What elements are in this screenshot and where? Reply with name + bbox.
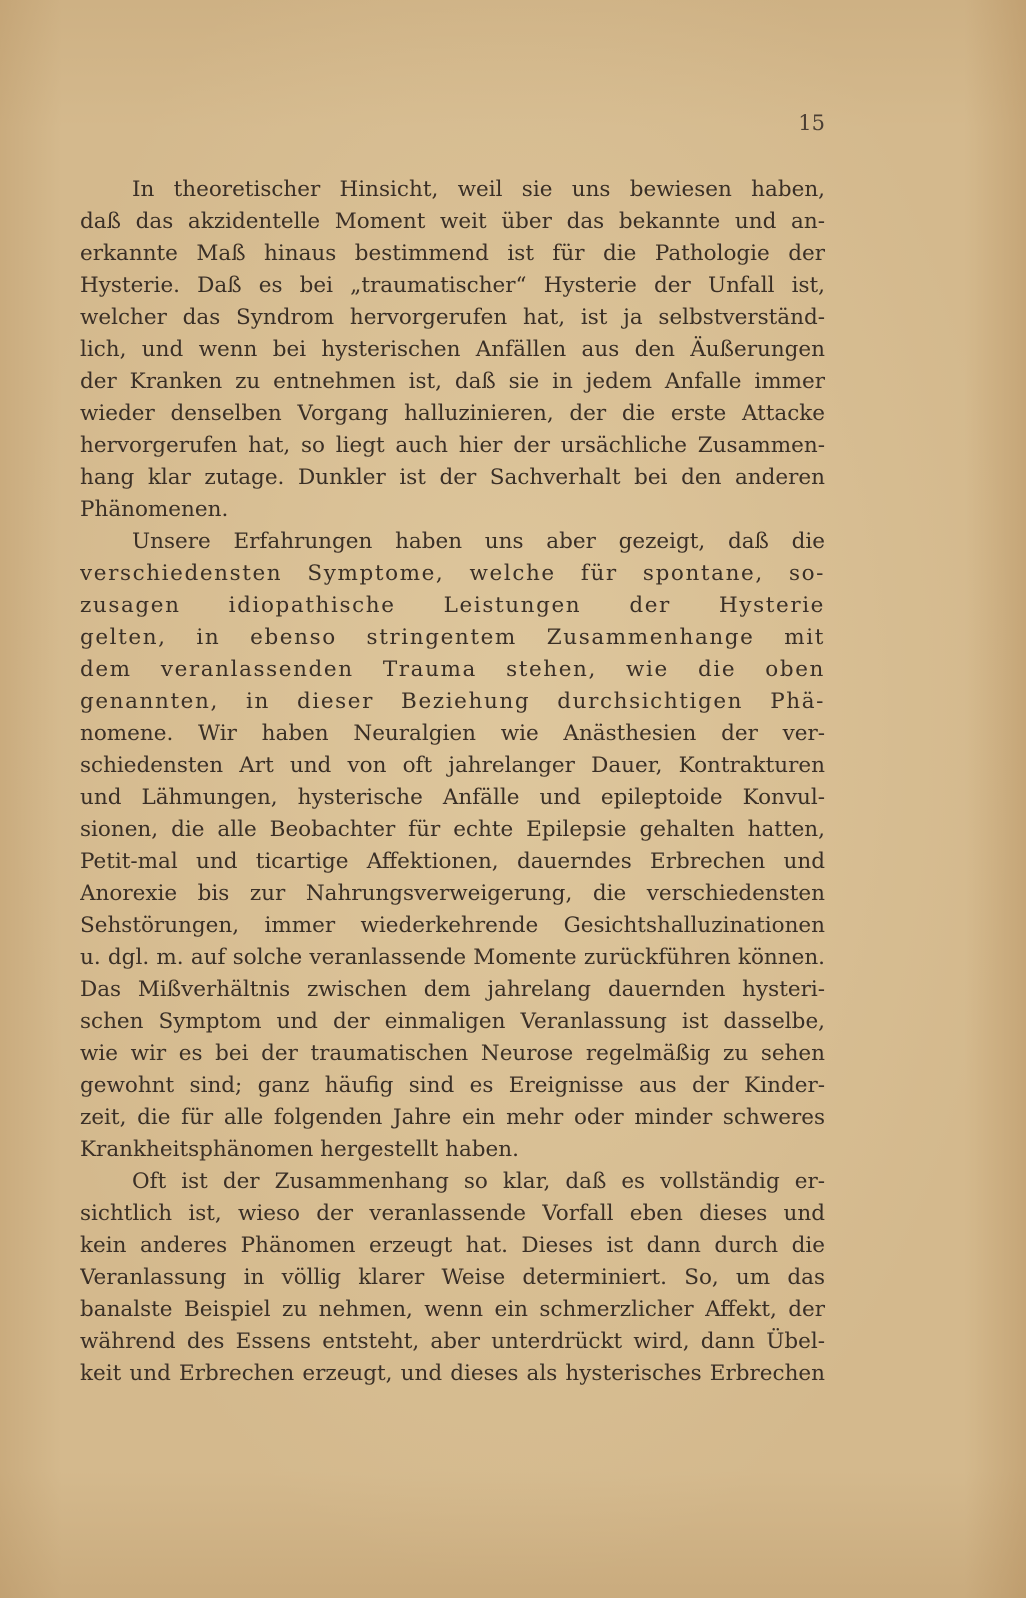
text-line: wieder denselben Vorgang halluzinieren, der die erste Attacke bbox=[80, 401, 825, 426]
text-line: gewohnt sind; ganz häufig sind es Ereignisse aus der Kinder- bbox=[80, 1073, 825, 1098]
text-line: sichtlich ist, wieso der veranlassende Vorfall eben dieses und bbox=[80, 1201, 825, 1226]
text-line: gelten, in ebenso stringentem Zusammenhange mit bbox=[80, 625, 825, 650]
text-line: und Lähmungen, hysterische Anfälle und epileptoide Konvul- bbox=[80, 785, 825, 810]
text-line: schen Symptom und der einmaligen Veranlassung ist dasselbe, bbox=[80, 1009, 825, 1034]
text-line: Phänomenen. bbox=[80, 497, 229, 522]
text-line: hang klar zutage. Dunkler ist der Sachverhalt bei den anderen bbox=[80, 465, 825, 490]
text-line: In theoretischer Hinsicht, weil sie uns bewiesen haben, bbox=[132, 177, 825, 202]
text-line: während des Essens entsteht, aber unterdrückt wird, dann Übel- bbox=[80, 1329, 825, 1354]
text-line: verschiedensten Symptome, welche für spontane, so- bbox=[80, 561, 825, 586]
text-line: zeit, die für alle folgenden Jahre ein mehr oder minder schweres bbox=[80, 1105, 825, 1130]
text-line: daß das akzidentelle Moment weit über das bekannte und an- bbox=[80, 209, 825, 234]
text-line: lich, und wenn bei hysterischen Anfällen aus den Äußerungen bbox=[80, 337, 825, 362]
page-number: 15 bbox=[798, 111, 825, 135]
text-line: schiedensten Art und von oft jahrelanger Dauer, Kontrakturen bbox=[80, 753, 825, 778]
text-line: Hysterie. Daß es bei „traumatischer“ Hysterie der Unfall ist, bbox=[80, 273, 825, 298]
text-line: u. dgl. m. auf solche veranlassende Momente zurückführen können. bbox=[80, 945, 825, 970]
text-line: Krankheitsphänomen hergestellt haben. bbox=[80, 1137, 519, 1162]
text-line: Petit-mal und ticartige Affektionen, dauerndes Erbrechen und bbox=[80, 849, 825, 874]
text-line: wie wir es bei der traumatischen Neurose regelmäßig zu sehen bbox=[80, 1041, 825, 1066]
text-line: Sehstörungen, immer wiederkehrende Gesichtshalluzinationen bbox=[80, 913, 825, 938]
text-line: Das Mißverhältnis zwischen dem jahrelang dauernden hysteri- bbox=[80, 977, 825, 1002]
text-line: Oft ist der Zusammenhang so klar, daß es vollständig er- bbox=[132, 1169, 825, 1194]
text-line: keit und Erbrechen erzeugt, und dieses als hysterisches Erbrechen bbox=[80, 1361, 825, 1386]
text-line: hervorgerufen hat, so liegt auch hier der ursächliche Zusammen- bbox=[80, 433, 825, 458]
text-line: genannten, in dieser Beziehung durchsichtigen Phä- bbox=[80, 689, 825, 714]
text-line: sionen, die alle Beobachter für echte Epilepsie gehalten hatten, bbox=[80, 817, 825, 842]
text-line: welcher das Syndrom hervorgerufen hat, ist ja selbstverständ- bbox=[80, 305, 825, 330]
text-line: banalste Beispiel zu nehmen, wenn ein schmerzlicher Affekt, der bbox=[80, 1297, 825, 1322]
text-line: Unsere Erfahrungen haben uns aber gezeigt, daß die bbox=[132, 529, 825, 554]
text-line: zusagen idiopathische Leistungen der Hysterie bbox=[80, 593, 825, 618]
body-text bbox=[80, 174, 825, 1390]
text-line: Anorexie bis zur Nahrungsverweigerung, die verschiedensten bbox=[80, 881, 825, 906]
text-line: der Kranken zu entnehmen ist, daß sie in jedem Anfalle immer bbox=[80, 369, 825, 394]
text-line: dem veranlassenden Trauma stehen, wie die oben bbox=[80, 657, 825, 682]
text-line: Veranlassung in völlig klarer Weise determiniert. So, um das bbox=[80, 1265, 825, 1290]
text-line: nomene. Wir haben Neuralgien wie Anästhesien der ver- bbox=[80, 721, 825, 746]
text-line: erkannte Maß hinaus bestimmend ist für die Pathologie der bbox=[80, 241, 825, 266]
text-line: kein anderes Phänomen erzeugt hat. Dieses ist dann durch die bbox=[80, 1233, 825, 1258]
